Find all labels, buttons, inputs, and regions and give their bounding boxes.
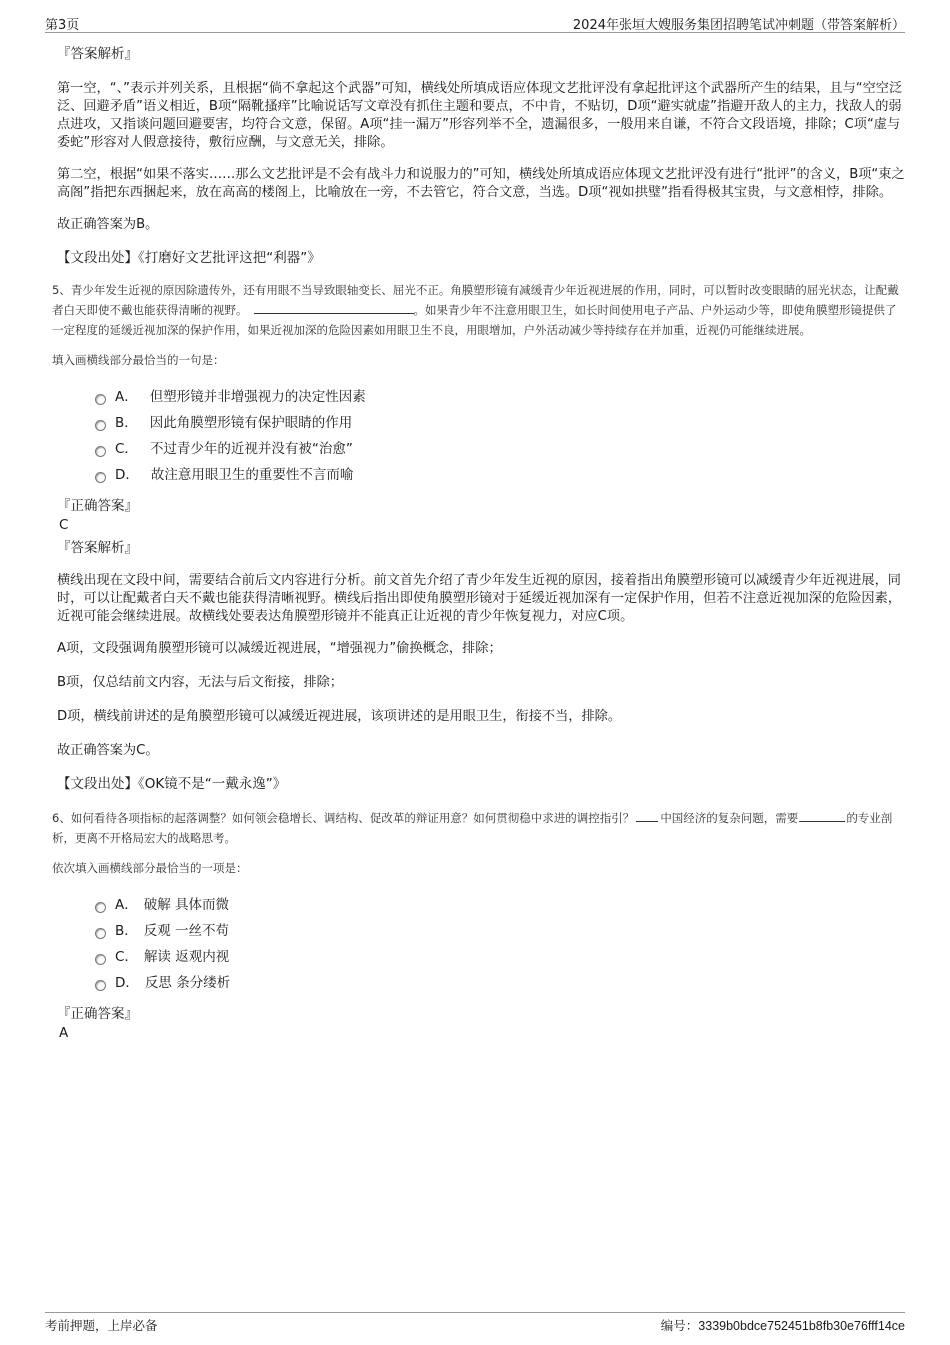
- q6-text-part3: 的专业剖析，更离不开格局宏大的战略思考。: [52, 811, 893, 845]
- q6-option-a[interactable]: [95, 892, 905, 918]
- q5-analysis-label: 『答案解析』: [57, 540, 138, 556]
- option-label: A．: [115, 897, 138, 913]
- main-content: [52, 44, 905, 1046]
- q6-blank-2: [799, 809, 845, 822]
- option-text: 解读 返观内视: [143, 949, 230, 965]
- option-label: D．: [115, 975, 139, 991]
- page-footer: [45, 1312, 905, 1337]
- q5-correct-answer: C: [59, 517, 69, 533]
- q4-conclusion: 故正确答案为B。: [57, 217, 159, 232]
- q6-option-c[interactable]: [95, 944, 905, 970]
- q4-analysis-label: 『答案解析』: [57, 46, 138, 62]
- document-title: 2024年张垣大嫂服务集团招聘笔试冲刺题（带答案解析）: [572, 18, 905, 33]
- q5-analysis-para1: 横线出现在文段中间，需要结合前后文内容进行分析。前文首先介绍了青少年发生近视的原因，接着指出角膜塑形镜可以减缓青少年近视进展，同时，可以让配戴者白天不戴也能获得清晰视野。横线后指出即使角膜塑形镜对于延缓近视加深有一定保护作用，但若不注意近视加深的危险因素，近视可能会继续进展。故横线处要表达角膜塑形镜并不能真正让近视的青少年恢复视力，对应C项。: [57, 573, 901, 624]
- option-text: 但塑形镜并非增强视力的决定性因素: [149, 389, 366, 405]
- q6-question-text: [52, 808, 905, 848]
- radio-icon[interactable]: [95, 954, 106, 965]
- q6-text-part1: 6、如何看待各项指标的起落调整？如何领会稳增长、调结构、促改革的辩证用意？如何贯彻稳中求进的调控指引？: [52, 811, 635, 825]
- q5-options: [95, 384, 905, 488]
- q4-source: 【文段出处】《打磨好文艺批评这把“利器”》: [57, 250, 321, 266]
- q6-correct-label: 『正确答案』: [57, 1006, 138, 1022]
- q6-options: [95, 892, 905, 996]
- q5-option-b[interactable]: [95, 410, 905, 436]
- q5-text-after: 。如果青少年不注意用眼卫生，如长时间使用电子产品、户外运动少等，即使角膜塑形镜提供了一定程度的延缓近视加深的保护作用，如果近视加深的危险因素如用眼卫生不良，用眼增加，户外活动减少等持续存在并加重，近视仍可能继续进展。: [52, 303, 897, 337]
- q5-blank: [254, 301, 414, 314]
- q4-analysis-para2: 第二空，根据“如果不落实……那么文艺批评是不会有战斗力和说服力的”可知，横线处所填成语应体现文艺批评没有进行“批评”的含义，B项“束之高阁”指把东西捆起来，放在高高的楼阁上，比喻放在一旁，不去管它，符合文意，当选。D项“视如拱璧”指看得极其宝贵，与文意相悖，排除。: [57, 167, 905, 200]
- q4-analysis-para1: 第一空，“、”表示并列关系，且根据“倘不拿起这个武器”可知，横线处所填成语应体现文艺批评没有拿起批评这个武器所产生的结果，且与“空空泛泛、回避矛盾”语义相近，B项“隔靴搔痒”比喻说话写文章没有抓住主题和要点，不中肯，不贴切，D项“避实就虚”指避开敌人的主力，找敌人的弱点进攻，又指谈问题回避要害，均符合文意，保留。A项“挂一漏万”形容列举不全，遗漏很多，一般用来自谦，不符合文段语境，排除；C项“虚与委蛇”形容对人假意接待，敷衍应酬，与文意无关，排除。: [57, 81, 903, 150]
- option-text: 反思 条分缕析: [144, 975, 231, 991]
- option-label: B．: [115, 923, 138, 939]
- q5-option-c[interactable]: [95, 436, 905, 462]
- q5-text-before: 5、青少年发生近视的原因除遗传外，还有用眼不当导致眼轴变长、屈光不正。角膜塑形镜有减缓青少年近视进展的作用，同时，可以暂时改变眼睛的屈光状态，让配戴者白天即使不戴也能获得清晰的视野。: [52, 283, 899, 317]
- q5-option-d[interactable]: [95, 462, 905, 488]
- option-text: 故注意用眼卫生的重要性不言而喻: [150, 467, 354, 483]
- radio-icon[interactable]: [95, 420, 106, 431]
- option-label: D．: [115, 467, 139, 483]
- document-id: 编号：3339b0bdce752451b8fb30e76fff14ce: [660, 1319, 905, 1333]
- q5-source: 【文段出处】《OK镜不是“一戴永逸”》: [57, 776, 287, 792]
- radio-icon[interactable]: [95, 902, 106, 913]
- q6-option-d[interactable]: [95, 970, 905, 996]
- footer-slogan: 考前押题，上岸必备: [45, 1318, 158, 1333]
- option-text: 破解 具体而微: [143, 897, 230, 913]
- q5-analysis-para4: D项，横线前讲述的是角膜塑形镜可以减缓近视进展，该项讲述的是用眼卫生，衔接不当，排除。: [57, 709, 622, 724]
- radio-icon[interactable]: [95, 928, 106, 939]
- option-text: 因此角膜塑形镜有保护眼睛的作用: [149, 415, 353, 431]
- q6-text-part2: 中国经济的复杂问题，需要: [660, 811, 799, 825]
- q5-prompt: 填入画横线部分最恰当的一句是：: [52, 353, 225, 367]
- option-label: C．: [115, 949, 138, 965]
- q5-option-a[interactable]: [95, 384, 905, 410]
- q6-blank-1: [636, 809, 658, 822]
- option-label: A．: [115, 389, 138, 405]
- q6-prompt: 依次填入画横线部分最恰当的一项是：: [52, 861, 248, 875]
- radio-icon[interactable]: [95, 472, 106, 483]
- option-text: 不过青少年的近视并没有被“治愈”: [149, 441, 353, 457]
- radio-icon[interactable]: [95, 980, 106, 991]
- q6-correct-answer: A: [59, 1025, 69, 1041]
- page-number: 第3页: [45, 18, 80, 33]
- radio-icon[interactable]: [95, 394, 106, 405]
- option-label: B．: [115, 415, 138, 431]
- q5-analysis-para3: B项，仅总结前文内容，无法与后文衔接，排除；: [57, 675, 343, 690]
- q5-analysis-para2: A项，文段强调角膜塑形镜可以减缓近视进展，“增强视力”偷换概念，排除；: [57, 641, 502, 656]
- option-text: 反观 一丝不苟: [143, 923, 230, 939]
- page-header: [45, 12, 905, 33]
- q5-conclusion: 故正确答案为C。: [57, 743, 159, 758]
- q6-option-b[interactable]: [95, 918, 905, 944]
- radio-icon[interactable]: [95, 446, 106, 457]
- option-label: C．: [115, 441, 138, 457]
- q5-correct-label: 『正确答案』: [57, 498, 138, 514]
- q5-question-text: [52, 280, 905, 340]
